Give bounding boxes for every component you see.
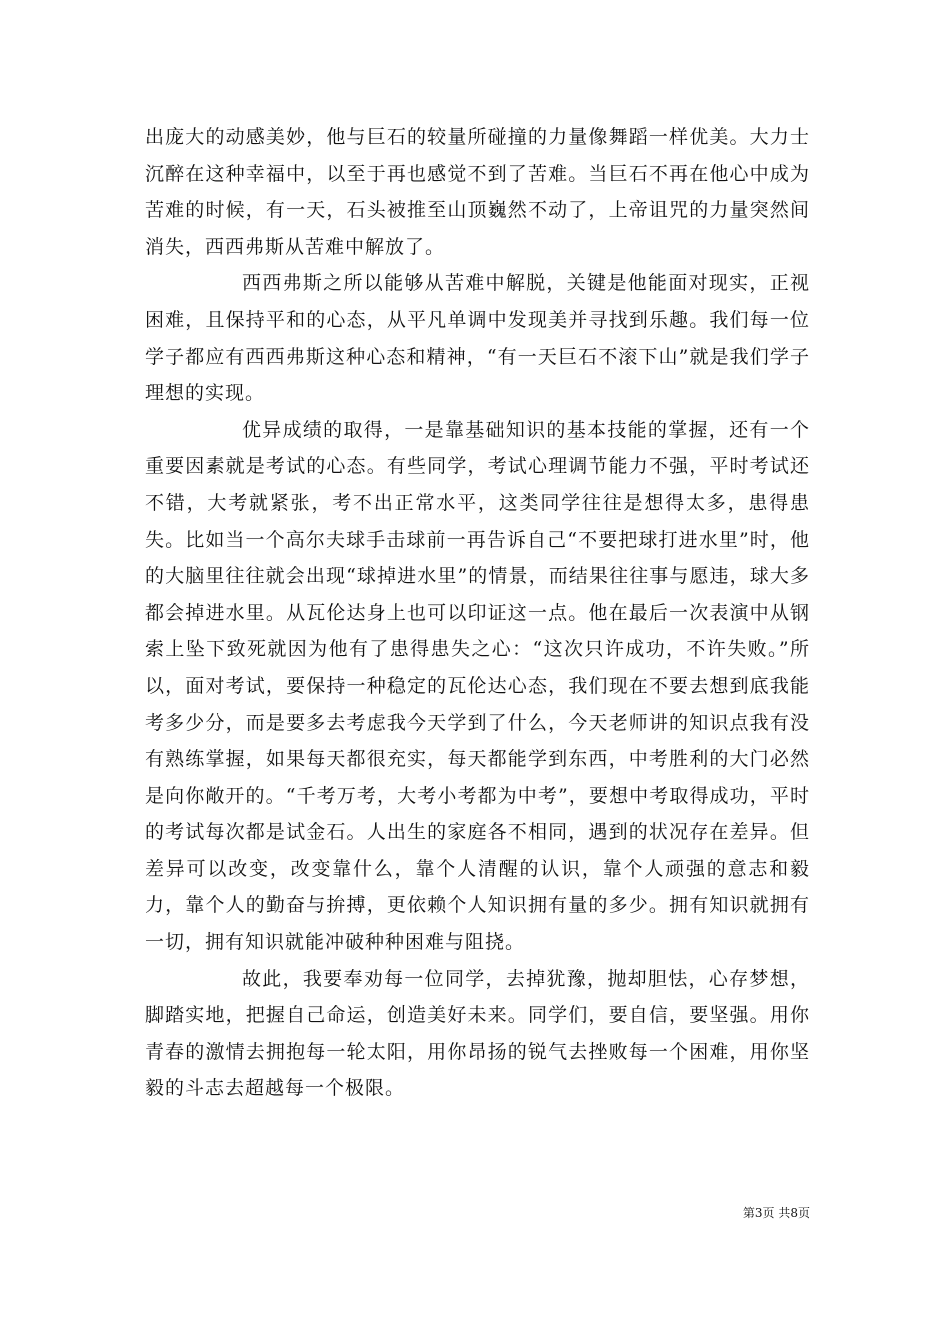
- body-text: [145, 119, 810, 1107]
- paragraph-2: 西西弗斯之所以能够从苦难中解脱，关键是他能面对现实，正视困难，且保持平和的心态，从平凡单调中发现美并寻找到乐趣。我们每一位学子都应有西西弗斯这种心态和精神，“有一天巨石不滚下山”就是我们学子理想的实现。: [145, 272, 810, 405]
- paragraph-1: 出庞大的动感美妙，他与巨石的较量所碰撞的力量像舞蹈一样优美。大力士沉醉在这种幸福中，以至于再也感觉不到了苦难。当巨石不再在他心中成为苦难的时候，有一天，石头被推至山顶巍然不动了，上帝诅咒的力量突然间消失，西西弗斯从苦难中解放了。: [145, 126, 810, 258]
- total-page-number: 8: [790, 1206, 798, 1220]
- current-page-number: 3: [754, 1206, 763, 1220]
- page-number-footer: [700, 1204, 810, 1221]
- paragraph-3: 优异成绩的取得，一是靠基础知识的基本技能的掌握，还有一个重要因素就是考试的心态。有些同学，考试心理调节能力不强，平时考试还不错，大考就紧张，考不出正常水平，这类同学往往是想得太多，患得患失。比如当一个高尔夫球手击球前一再告诉自己“不要把球打进水里”时，他的大脑里往往就会出现“球掉进水里”的情景，而结果往往事与愿违，球大多都会掉进水里。从瓦伦达身上也可以印证这一点。他在最后一次表演中从钢索上坠下致死就因为他有了患得患失之心：“这次只许成功，不许失败。”所以，面对考试，要保持一种稳定的瓦伦达心态，我们现在不要去想到底我能考多少分，而是要多去考虑我今天学到了什么，今天老师讲的知识点我有没有熟练掌握，如果每天都很充实，每天都能学到东西，中考胜利的大门必然是向你敞开的。“千考万考，大考小考都为中考”，要想中考取得成功，平时的考试每次都是试金石。人出生的家庭各不相同，遇到的状况存在差异。但差异可以改变，改变靠什么，靠个人清醒的认识，靠个人顽强的意志和毅力，靠个人的勤奋与拚搏，更依赖个人知识拥有量的多少。拥有知识就拥有一切，拥有知识就能冲破种种困难与阻挠。: [145, 418, 810, 954]
- page-label-mid: 页 共: [762, 1206, 791, 1220]
- paragraph-4: 故此，我要奉劝每一位同学，去掉犹豫，抛却胆怯，心存梦想，脚踏实地，把握自己命运，创造美好未来。同学们，要自信，要坚强。用你青春的激情去拥抱每一轮太阳，用你昂扬的锐气去挫败每一个困难，用你坚毅的斗志去超越每一个极限。: [145, 967, 810, 1100]
- page-label-suffix: 页: [797, 1206, 810, 1220]
- page-label-prefix: 第: [742, 1206, 755, 1220]
